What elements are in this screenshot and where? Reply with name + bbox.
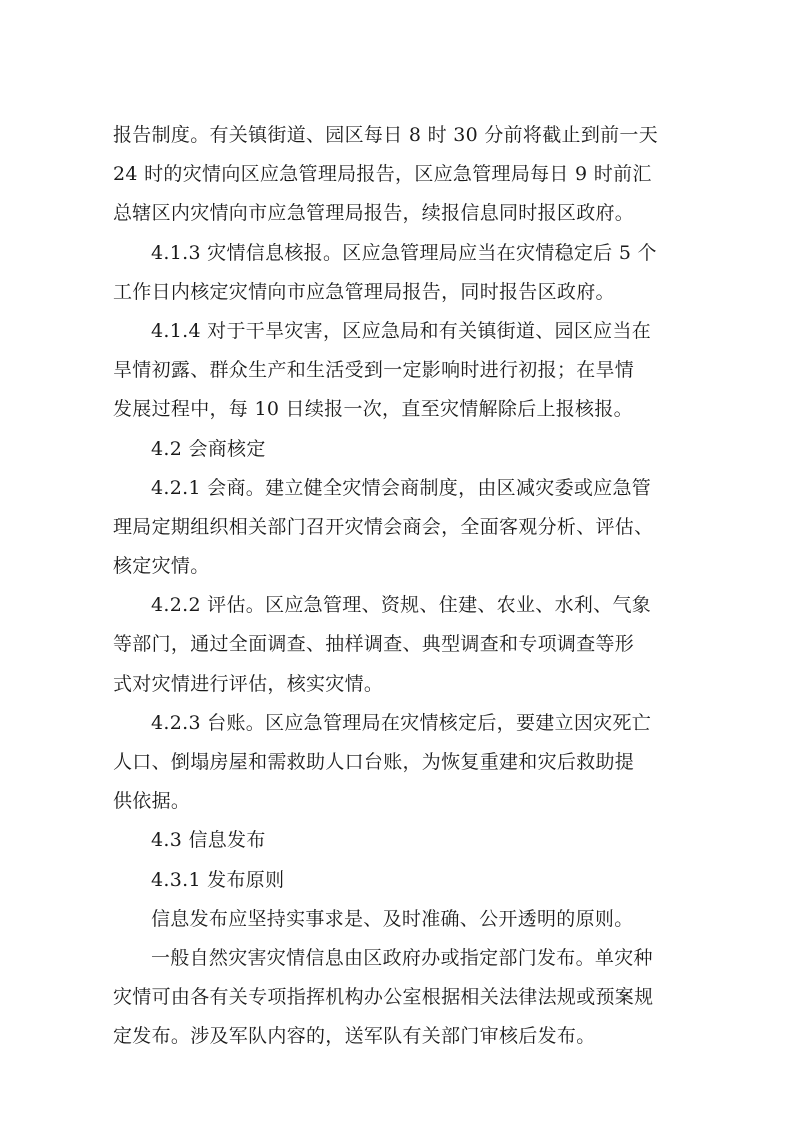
section-4-1-4-line: 4.1.4 对于干旱灾害，区应急局和有关镇街道、园区应当在: [151, 319, 652, 342]
section-heading-4-3: 4.3 信息发布: [151, 829, 266, 852]
section-4-2-1-line: 4.2.1 会商。建立健全灾情会商制度，由区减灾委或应急管: [151, 476, 652, 499]
text-line: 灾情可由各有关专项指挥机构办公室根据相关法律法规或预案规: [113, 986, 654, 1009]
text-line: 式对灾情进行评估，核实灾情。: [113, 672, 384, 695]
text-line: 供依据。: [113, 790, 191, 813]
text-line: 核定灾情。: [113, 555, 210, 578]
text-line: 报告制度。有关镇街道、园区每日 8 时 30 分前将截止到前一天: [113, 124, 659, 146]
paragraph-line: 一般自然灾害灾情信息由区政府办或指定部门发布。单灾种: [151, 946, 653, 969]
section-heading-4-2: 4.2 会商核定: [151, 437, 266, 460]
document-body: [113, 116, 693, 1057]
text-line: 理局定期组织相关部门召开灾情会商会，全面客观分析、评估、: [113, 515, 654, 538]
text-line: 人口、倒塌房屋和需救助人口台账，为恢复重建和灾后救助提: [113, 751, 635, 773]
text-line: 总辖区内灾情向市应急管理局报告，续报信息同时报区政府。: [113, 202, 635, 225]
section-heading-4-3-1: 4.3.1 发布原则: [151, 868, 285, 891]
text-line: 等部门，通过全面调查、抽样调查、典型调查和专项调查等形: [113, 633, 635, 656]
section-4-2-2-line: 4.2.2 评估。区应急管理、资规、住建、农业、水利、气象: [151, 594, 652, 617]
text-line: 定发布。涉及军队内容的，送军队有关部门审核后发布。: [113, 1025, 596, 1048]
section-4-1-3-line: 4.1.3 灾情信息核报。区应急管理局应当在灾情稳定后 5 个: [151, 241, 657, 264]
section-4-2-3-line: 4.2.3 台账。区应急管理局在灾情核定后，要建立因灾死亡: [151, 711, 652, 734]
text-line: 旱情初露、群众生产和生活受到一定影响时进行初报；在旱情: [113, 359, 635, 382]
paragraph-line: 信息发布应坚持实事求是、及时准确、公开透明的原则。: [151, 907, 634, 930]
text-line: 工作日内核定灾情向市应急管理局报告，同时报告区政府。: [113, 280, 615, 303]
text-line: 发展过程中，每 10 日续报一次，直至灾情解除后上报核报。: [113, 398, 633, 421]
text-line: 24 时的灾情向区应急管理局报告，区应急管理局每日 9 时前汇: [113, 163, 652, 186]
